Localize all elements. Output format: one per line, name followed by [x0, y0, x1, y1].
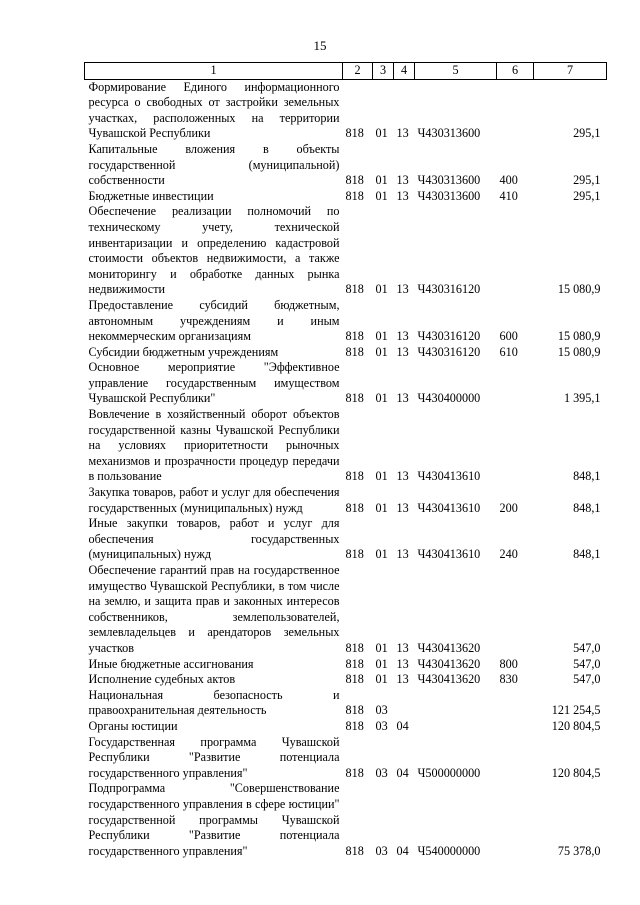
admin-code: 818 [345, 640, 364, 655]
section-code: 01 [375, 282, 388, 297]
subsection-code: 13 [396, 329, 409, 344]
expense-type [497, 407, 534, 485]
amount: 295,1 [573, 188, 601, 203]
expense-type [497, 204, 534, 298]
subsection-code: 04 [396, 843, 409, 858]
subsection-code: 13 [396, 173, 409, 188]
amount: 15 080,9 [557, 282, 601, 297]
subsection-code: 13 [396, 126, 409, 141]
row-name: Вовлечение в хозяйственный оборот объектов государственной казны Чувашской Республики на условиях приоритетности рыночных механизмов и прозрачности процедур передачи в пользование [88, 407, 340, 484]
subsection-code: 13 [396, 672, 409, 687]
table-row [85, 142, 607, 189]
row-name: Субсидии бюджетным учреждениям [88, 344, 279, 359]
row-name: Бюджетные инвестиции [88, 188, 214, 203]
expense-type [497, 719, 534, 735]
amount: 295,1 [573, 173, 601, 188]
target-article: Ч430413610 [417, 469, 481, 484]
target-article: Ч430400000 [417, 391, 481, 406]
section-code: 01 [375, 329, 388, 344]
section-code: 01 [375, 640, 388, 655]
table-row [85, 298, 607, 345]
amount: 295,1 [573, 126, 601, 141]
admin-code: 818 [345, 188, 364, 203]
table-row [85, 657, 607, 673]
target-article: Ч430313600 [417, 173, 481, 188]
row-name: Национальная безопасность и правоохранительная деятельность [88, 687, 340, 718]
subsection-code: 13 [396, 344, 409, 359]
table-row [85, 516, 607, 563]
expense-type [497, 688, 534, 719]
subsection-code: 13 [396, 391, 409, 406]
expense-type: 400 [499, 173, 518, 188]
admin-code: 818 [345, 391, 364, 406]
section-code: 01 [375, 126, 388, 141]
amount: 848,1 [573, 500, 601, 515]
section-code: 01 [375, 547, 388, 562]
table-row [85, 688, 607, 719]
admin-code: 818 [345, 656, 364, 671]
header-cell: 4 [394, 63, 415, 80]
expense-type [497, 781, 534, 859]
admin-code: 818 [345, 282, 364, 297]
amount: 15 080,9 [557, 344, 601, 359]
row-name: Основное мероприятие "Эффективное управление государственным имуществом Чувашской Республики" [88, 360, 340, 406]
table-row [85, 735, 607, 782]
row-name: Закупка товаров, работ и услуг для обеспечения государственных (муниципальных) нужд [88, 485, 340, 515]
subsection-code: 13 [396, 640, 409, 655]
section-code: 01 [375, 391, 388, 406]
subsection-code: 13 [396, 188, 409, 203]
row-name: Предоставление субсидий бюджетным, автономным учреждениям и иным некоммерческим организациям [88, 297, 340, 344]
section-code: 01 [375, 344, 388, 359]
section-code: 03 [375, 703, 388, 718]
section-code: 03 [375, 718, 388, 733]
section-code: 01 [375, 656, 388, 671]
amount: 1 395,1 [563, 391, 601, 406]
amount: 547,0 [573, 640, 601, 655]
amount: 75 378,0 [557, 843, 601, 858]
target-article: Ч500000000 [417, 765, 481, 780]
expense-type [497, 563, 534, 657]
target-article: Ч430316120 [417, 329, 481, 344]
expense-type: 410 [499, 188, 518, 203]
admin-code: 818 [345, 469, 364, 484]
row-name: Исполнение судебных актов [88, 672, 236, 687]
page-number: 15 [313, 38, 327, 53]
header-cell: 5 [415, 63, 497, 80]
expense-type [497, 735, 534, 782]
amount: 547,0 [573, 656, 601, 671]
section-code: 01 [375, 672, 388, 687]
target-article: Ч430313600 [417, 126, 481, 141]
section-code: 01 [375, 500, 388, 515]
admin-code: 818 [345, 547, 364, 562]
header-cell: 2 [343, 63, 373, 80]
amount: 120 804,5 [551, 718, 601, 733]
admin-code: 818 [345, 843, 364, 858]
row-name: Иные закупки товаров, работ и услуг для обеспечения государственных (муниципальных) нужд [88, 516, 340, 562]
section-code: 01 [375, 188, 388, 203]
row-name: Формирование Единого информационного ресурса о свободных от застройки земельных участках, расположенных на территории Чувашской Республики [88, 79, 340, 141]
target-article: Ч430413620 [417, 672, 481, 687]
subsection-code: 13 [396, 282, 409, 297]
row-name: Иные бюджетные ассигнования [88, 656, 254, 671]
admin-code: 818 [345, 173, 364, 188]
subsection-code: 04 [396, 718, 409, 733]
amount: 848,1 [573, 547, 601, 562]
header-cell: 7 [534, 63, 607, 80]
expense-type [497, 79, 534, 142]
expense-type: 830 [499, 672, 518, 687]
table-row [85, 563, 607, 657]
target-article: Ч430413620 [417, 656, 481, 671]
table-row [85, 204, 607, 298]
section-code: 01 [375, 173, 388, 188]
target-article: Ч430316120 [417, 282, 481, 297]
expense-type: 200 [499, 500, 518, 515]
table-row [85, 407, 607, 485]
admin-code: 818 [345, 500, 364, 515]
admin-code: 818 [345, 765, 364, 780]
target-article: Ч430413610 [417, 500, 481, 515]
target-article: Ч430313600 [417, 188, 481, 203]
subsection-code: 13 [396, 500, 409, 515]
table-row [85, 781, 607, 859]
section-code: 03 [375, 843, 388, 858]
target-article: Ч430413620 [417, 640, 481, 655]
target-article: Ч540000000 [417, 843, 481, 858]
admin-code: 818 [345, 126, 364, 141]
row-name: Капитальные вложения в объекты государственной (муниципальной) собственности [88, 141, 340, 188]
target-article [415, 719, 497, 735]
amount: 547,0 [573, 672, 601, 687]
row-name: Обеспечение гарантий прав на государственное имущество Чувашской Республики, в том числе на землю, и защита прав и законных интересов собственников, землепользователей, землевладельцев и арендаторов земельных участков [88, 563, 340, 655]
section-code: 01 [375, 469, 388, 484]
expense-type: 240 [499, 547, 518, 562]
amount: 15 080,9 [557, 329, 601, 344]
admin-code: 818 [345, 344, 364, 359]
subsection-code: 13 [396, 469, 409, 484]
admin-code: 818 [345, 718, 364, 733]
header-row [85, 63, 607, 80]
table-row [85, 672, 607, 688]
table-row [85, 485, 607, 516]
target-article [415, 688, 497, 719]
table-row [85, 719, 607, 735]
admin-code: 818 [345, 672, 364, 687]
header-cell: 1 [85, 63, 343, 80]
subsection-code: 04 [396, 765, 409, 780]
amount: 121 254,5 [551, 703, 601, 718]
expense-type: 600 [499, 329, 518, 344]
target-article: Ч430413610 [417, 547, 481, 562]
admin-code: 818 [345, 329, 364, 344]
table-row [85, 189, 607, 205]
budget-table [84, 62, 607, 859]
subsection-code: 13 [396, 656, 409, 671]
subsection-code [394, 688, 415, 719]
row-name: Обеспечение реализации полномочий по техническому учету, технической инвентаризации и определению кадастровой стоимости объектов недвижимости, а также мониторингу и обработке данных рынка недвижимости [88, 204, 340, 297]
amount: 848,1 [573, 469, 601, 484]
expense-type: 610 [499, 344, 518, 359]
table-row [85, 360, 607, 407]
amount: 120 804,5 [551, 765, 601, 780]
subsection-code: 13 [396, 547, 409, 562]
expense-type [497, 360, 534, 407]
row-name: Органы юстиции [88, 718, 178, 733]
row-name: Государственная программа Чувашской Республики "Развитие потенциала государственного управления" [88, 734, 340, 780]
table-row [85, 79, 607, 142]
admin-code: 818 [345, 703, 364, 718]
section-code: 03 [375, 765, 388, 780]
row-name: Подпрограмма "Совершенствование государственного управления в сфере юстиции" государственной программы Чувашской Республики "Развитие потенциала государственного управления" [88, 781, 340, 858]
table-row [85, 345, 607, 361]
expense-type: 800 [499, 656, 518, 671]
header-cell: 3 [373, 63, 394, 80]
target-article: Ч430316120 [417, 344, 481, 359]
header-cell: 6 [497, 63, 534, 80]
